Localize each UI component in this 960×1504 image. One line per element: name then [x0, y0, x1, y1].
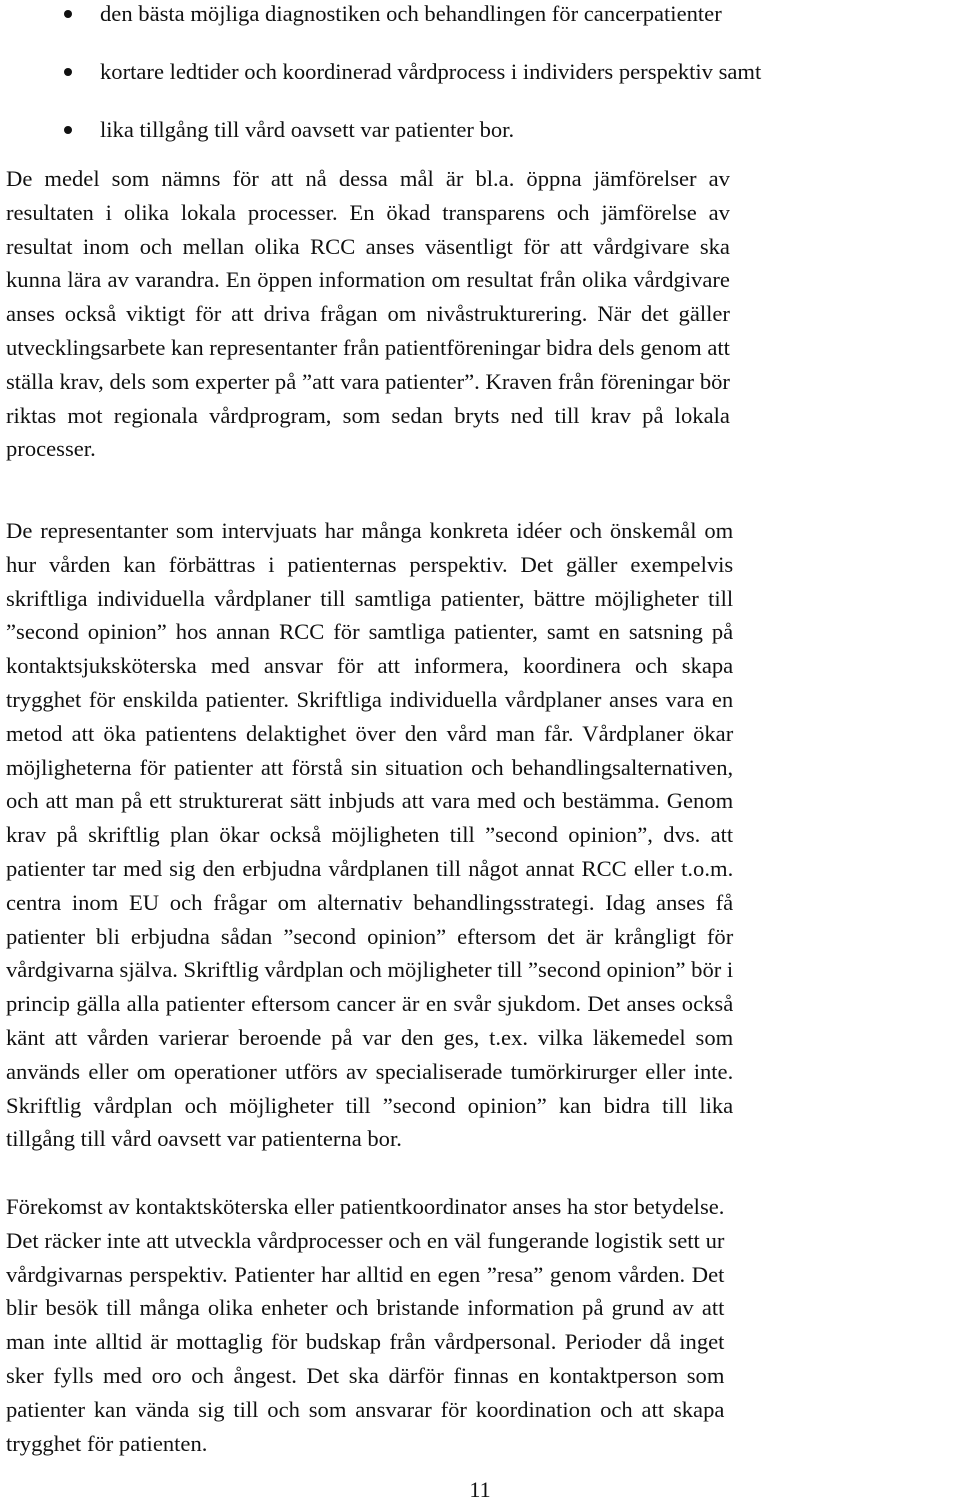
text-line: tillgång till vård oavsett var patienterna bor. [6, 1126, 402, 1152]
text-line: patienter bli erbjudna sådan ”second opinion” eftersom det är krångligt för [6, 923, 734, 949]
paragraph [6, 1190, 724, 1460]
text-line: processer. [6, 436, 96, 462]
paragraph [6, 162, 730, 466]
text-line: vårdgivarna själva. Skriftlig vårdplan och möjligheter till ”second opinion” bör i [6, 957, 734, 983]
text-line: patienter kan vända sig till och som ansvarar för koordination och att skapa [6, 1396, 725, 1422]
bullet-text: den bästa möjliga diagnostiken och behandlingen för cancerpatienter [100, 1, 722, 26]
text-line: vårdgivarnas perspektiv. Patienter har alltid en egen ”resa” genom vården. Det [6, 1261, 725, 1287]
text-line: Det räcker inte att utveckla vårdprocesser och en väl fungerande logistik sett ur [6, 1227, 725, 1253]
bullet-text: lika tillgång till vård oavsett var patienter bor. [100, 117, 515, 142]
text-line: patienter tar med sig den erbjudna vårdplanen till något annat RCC eller t.o.m. [6, 855, 734, 881]
text-line: trygghet för patienten. [6, 1430, 208, 1456]
bullet-icon [64, 10, 72, 18]
paragraph [6, 514, 733, 1156]
text-line: och att man på ett strukturerat sätt inbjuds att vara med och bestämma. Genom [6, 788, 734, 814]
text-line: sker fylls med oro och ångest. Det ska därför finnas en kontaktperson som [6, 1362, 725, 1388]
text-line: hur vården kan förbättras i patienternas perspektiv. Det gäller exempelvis [6, 551, 734, 577]
bullet-item [6, 0, 954, 58]
text-line: riktas mot regionala vårdprogram, som sedan bryts ned till krav på lokala [6, 402, 730, 428]
bullet-icon [64, 68, 72, 76]
text-line: utvecklingsarbete kan representanter från patientföreningar bidra dels genom att [6, 334, 730, 360]
text-line: Förekomst av kontaktsköterska eller patientkoordinator anses ha stor betydelse. [6, 1194, 725, 1219]
text-line: centra inom EU och frågar om alternativ behandlingsstrategi. Idag anses få [6, 889, 734, 915]
document-page [6, 0, 954, 1456]
page-number: 11 [469, 1477, 491, 1502]
text-line: kunna lära av varandra. En öppen information om resultat från olika vårdgivare [6, 267, 730, 293]
text-line: krav på skriftlig plan ökar också möjligheten till ”second opinion”, dvs. att [6, 822, 734, 848]
text-line: De representanter som intervjuats har många konkreta idéer och önskemål om [6, 518, 734, 543]
text-line: möjligheterna för patienter att förstå sin situation och behandlingsalternativen, [6, 754, 734, 780]
text-line: princip gälla alla patienter eftersom cancer är en svår sjukdom. Det anses också [6, 991, 734, 1017]
text-line: används eller om operationer utförs av specialiserade tumörkirurger eller inte. [6, 1058, 734, 1084]
text-line: Skriftlig vårdplan och möjligheter till ”second opinion” kan bidra till lika [6, 1092, 734, 1118]
text-line: anses också viktigt för att driva frågan om nivåstrukturering. När det gäller [6, 301, 730, 327]
text-line: metod att öka patientens delaktighet över den vård man får. Vårdplaner ökar [6, 720, 734, 746]
text-line: känt att vården varierar beroende på var den ges, t.ex. vilka läkemedel som [6, 1024, 734, 1050]
text-line: ”second opinion” hos annan RCC för samtliga patienter, samt en satsning på [6, 619, 734, 645]
bullet-icon [64, 126, 72, 134]
bullet-item [6, 58, 954, 116]
text-line: resultaten i olika lokala processer. En ökad transparens och jämförelse av [6, 199, 730, 225]
bullet-text: kortare ledtider och koordinerad vårdprocess i individers perspektiv samt [100, 59, 762, 84]
text-line: blir besök till många olika enheter och bristande information på grund av att [6, 1295, 725, 1321]
text-line: De medel som nämns för att nå dessa mål är bl.a. öppna jämförelser av [6, 166, 730, 191]
text-line: man inte alltid är mottaglig för budskap från vårdpersonal. Perioder då inget [6, 1329, 725, 1355]
bullet-list [6, 0, 954, 174]
text-line: kontaktsjuksköterska med ansvar för att informera, koordinera och skapa [6, 653, 734, 679]
text-line: skriftliga individuella vårdplaner till samtliga patienter, bättre möjligheter till [6, 585, 734, 611]
text-line: trygghet för enskilda patienter. Skriftliga individuella vårdplaner anses vara en [6, 686, 734, 712]
text-line: ställa krav, dels som experter på ”att vara patienter”. Kraven från föreningar bör [6, 368, 730, 394]
text-line: resultat inom och mellan olika RCC anses väsentligt för att vårdgivare ska [6, 233, 730, 259]
